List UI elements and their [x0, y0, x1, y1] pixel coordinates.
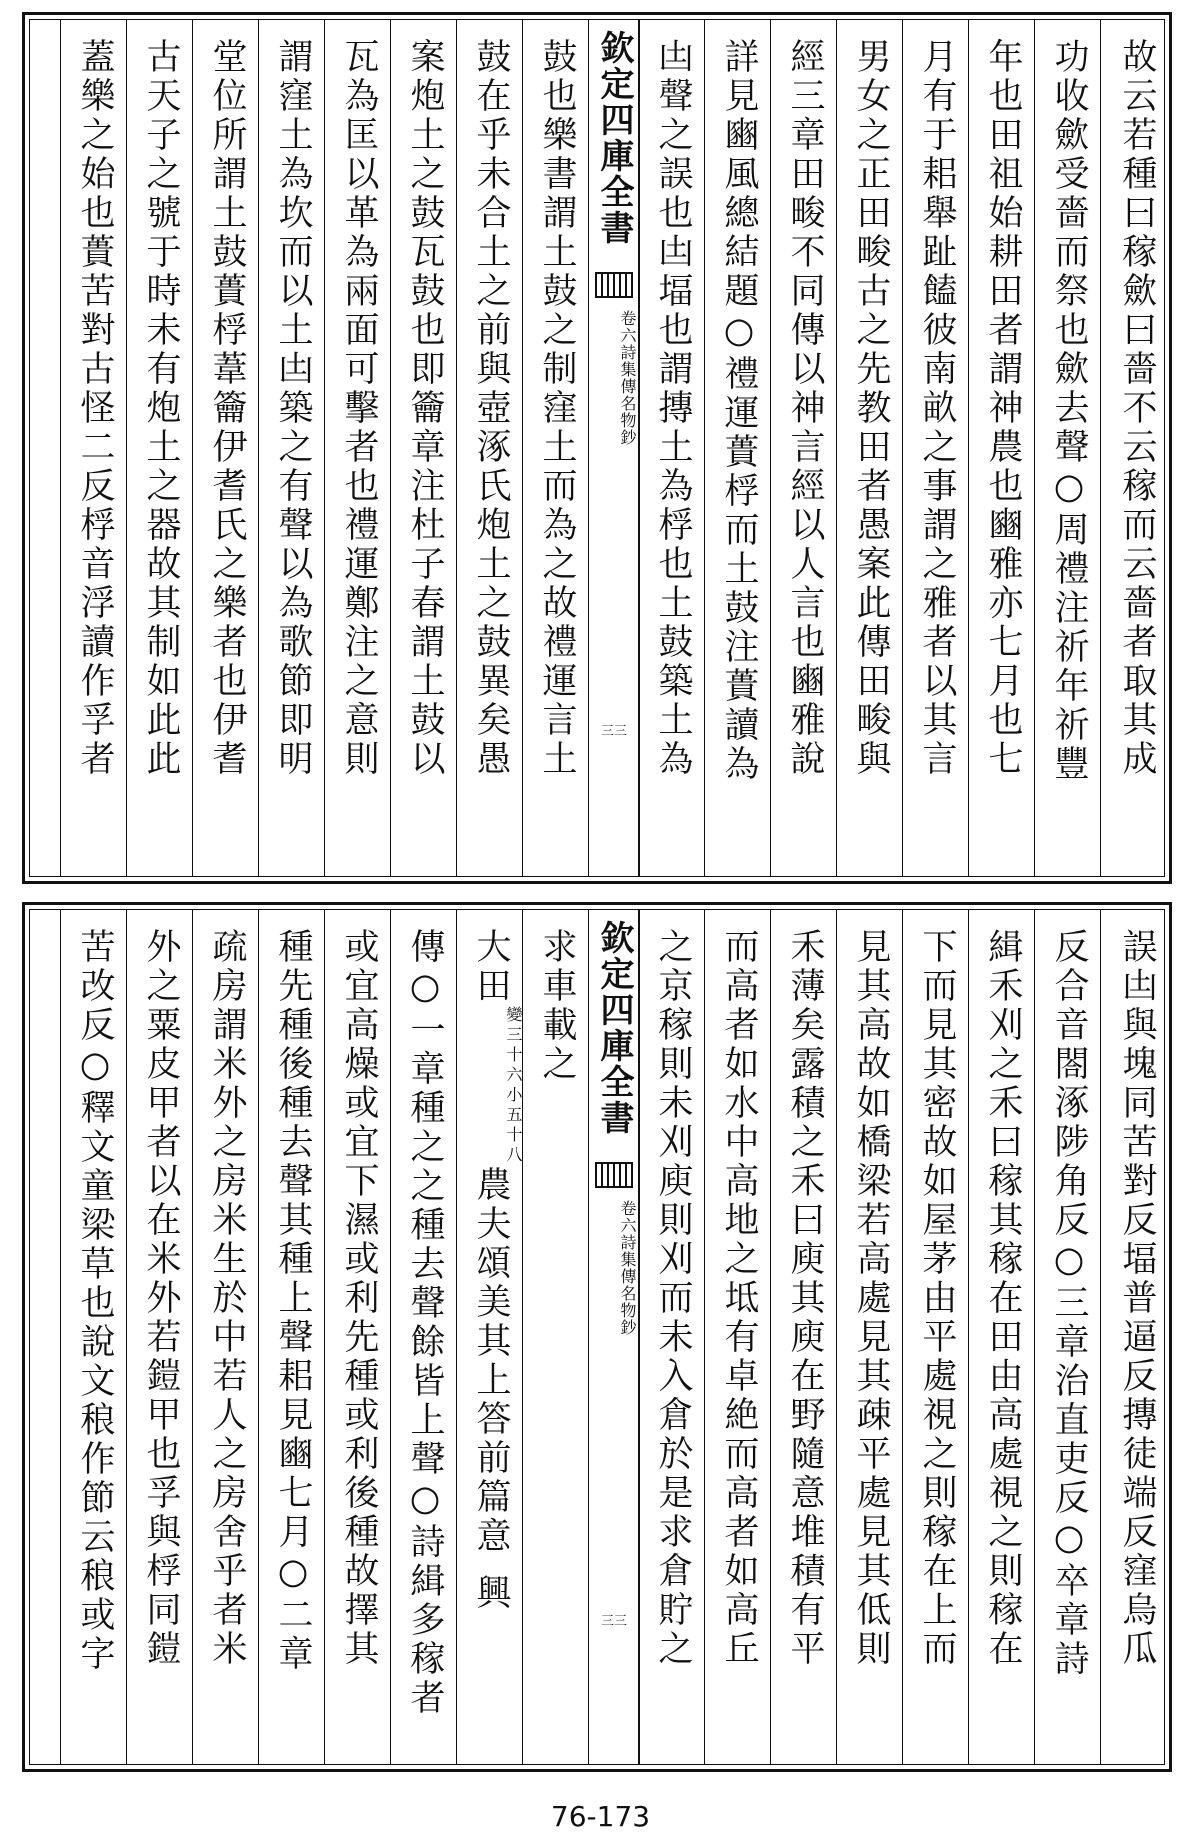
column-text: 誤凷與塊同苦對反堛普逼反摶徒端反窪烏瓜 — [1117, 928, 1157, 1669]
column-text: 見其高故如橋梁若高處見其疎平處見其低則 — [851, 928, 891, 1669]
text-column — [902, 910, 969, 1764]
text-column — [390, 20, 457, 876]
text-column — [60, 20, 127, 876]
column-text: 古天子之號于時未有炮土之器故其制如此此 — [141, 38, 181, 779]
text-column — [456, 20, 523, 876]
column-text: 苦改反○釋文童梁草也說文稂作節云稂或字 — [75, 928, 115, 1674]
text-column — [704, 910, 771, 1764]
bottom-page-panel — [22, 902, 1172, 1772]
text-column — [704, 20, 771, 876]
column-text: 下而見其密故如屋茅由平處視之則稼在上而 — [917, 928, 957, 1669]
column-text: 疏房謂米外之房米生於中若人之房舍乎者米 — [207, 928, 247, 1669]
running-title: 欽定四庫全書 — [594, 30, 634, 246]
text-column — [836, 910, 903, 1764]
text-column — [770, 910, 837, 1764]
top-page-panel — [22, 12, 1172, 884]
center-fold-strip — [588, 910, 640, 1764]
poem-tag: 興 — [471, 1574, 511, 1613]
text-column — [258, 20, 325, 876]
text-column — [968, 20, 1035, 876]
leaf-number: 三三 — [600, 1614, 627, 1629]
poem-title-column — [456, 910, 523, 1764]
text-column — [126, 910, 193, 1764]
text-column — [324, 20, 391, 876]
column-text: 詳見豳風總結題○禮運蕢桴而土鼓注蕢讀為 — [719, 38, 759, 784]
center-fold-strip — [588, 20, 640, 876]
column-text: 或宜高燥或宜下濕或利先種或利後種故擇其 — [339, 928, 379, 1669]
text-column — [638, 910, 705, 1764]
column-text: 功收歛受嗇而祭也歛去聲○周禮注祈年祈豐 — [1049, 38, 1089, 784]
column-text: 月有于耜舉趾饁彼南畝之事謂之雅者以其言 — [917, 38, 957, 779]
column-text: 鼓在乎未合土之前與壺涿氏炮土之鼓異矣愚 — [471, 38, 511, 779]
column-text: 種先種後種去聲其種上聲耜見豳七月○二章 — [273, 928, 313, 1674]
book-subtitle — [589, 1200, 639, 1336]
column-text: 男女之正田畯古之先教田者愚案此傳田畯與 — [851, 38, 891, 779]
poem-title: 大田 — [471, 928, 511, 1006]
column-text: 蓋樂之始也蕢苦對古怪二反桴音浮讀作孚者 — [75, 38, 115, 779]
text-column — [258, 910, 325, 1764]
text-column — [522, 20, 589, 876]
column-text: 謂窪土為坎而以土凷築之有聲以為歌節即明 — [273, 38, 313, 779]
column-text: 堂位所謂土鼓蕢桴葦籥伊耆氏之樂者也伊耆 — [207, 38, 247, 779]
column-text: 禾薄矣露積之禾曰庾其庾在野隨意堆積有平 — [785, 928, 825, 1669]
page-number: 76-173 — [550, 1800, 651, 1833]
poem-note — [503, 1006, 523, 1166]
book-title-small: 詩集傳名物鈔 — [618, 1234, 637, 1336]
column-text: 反合音閤涿陟角反○三章治直吏反○卒章詩 — [1049, 928, 1089, 1679]
book-title-small: 詩集傳名物鈔 — [618, 344, 637, 446]
text-column — [60, 910, 127, 1764]
column-text: 之京稼則未刈庾則刈而未入倉於是求倉貯之 — [653, 928, 693, 1669]
column-text: 經三章田畯不同傳以神言經以人言也豳雅說 — [785, 38, 825, 779]
column-text: 瓦為匡以革為兩面可擊者也禮運鄭注之意則 — [339, 38, 379, 779]
text-column — [522, 910, 589, 1764]
column-text: 凷聲之誤也凷堛也謂摶土為桴也土鼓築土為 — [653, 38, 693, 779]
column-text: 故云若種曰稼歛曰嗇不云稼而云嗇者取其成 — [1117, 38, 1157, 779]
text-column — [1034, 910, 1101, 1764]
running-title: 欽定四庫全書 — [594, 920, 634, 1136]
fish-tail-mark — [595, 272, 633, 298]
text-column — [126, 20, 193, 876]
volume-label: 卷六 — [618, 310, 637, 344]
volume-label: 卷六 — [618, 1200, 637, 1234]
poem-note-line: 小五十八 — [504, 1086, 523, 1166]
text-column — [770, 20, 837, 876]
book-subtitle — [589, 310, 639, 446]
text-column — [638, 20, 705, 876]
text-column — [1034, 20, 1101, 876]
text-column — [1100, 910, 1169, 1764]
poem-summary: 農夫頌美其上答前篇意 — [471, 1166, 511, 1556]
column-text: 傳○一章種之之種去聲餘皆上聲○詩緝多稼者 — [405, 928, 445, 1718]
poem-title-block — [457, 928, 523, 1613]
leaf-number: 三三 — [600, 724, 627, 739]
text-column — [968, 910, 1035, 1764]
top-page-frame — [29, 19, 1165, 877]
text-column — [324, 910, 391, 1764]
text-column — [390, 910, 457, 1764]
column-text: 案炮土之鼓瓦鼓也即籥章注杜子春謂土鼓以 — [405, 38, 445, 779]
column-text: 而高者如水中高地之坻有卓絶而高者如高丘 — [719, 928, 759, 1669]
column-text: 求車載之 — [537, 928, 577, 1084]
text-column — [836, 20, 903, 876]
text-column — [192, 910, 259, 1764]
bottom-page-frame — [29, 909, 1165, 1765]
text-column — [192, 20, 259, 876]
text-column — [1100, 20, 1169, 876]
column-text: 年也田祖始耕田者謂神農也豳雅亦七月也七 — [983, 38, 1023, 779]
column-text: 緝禾刈之禾曰稼其稼在田由高處視之則稼在 — [983, 928, 1023, 1669]
column-text: 鼓也樂書謂土鼓之制窪土而為之故禮運言土 — [537, 38, 577, 779]
poem-note-line: 變三十六 — [504, 1006, 523, 1086]
fish-tail-mark — [595, 1162, 633, 1188]
text-column — [902, 20, 969, 876]
column-text: 外之粟皮甲者以在米外若鎧甲也孚與桴同鎧 — [141, 928, 181, 1669]
